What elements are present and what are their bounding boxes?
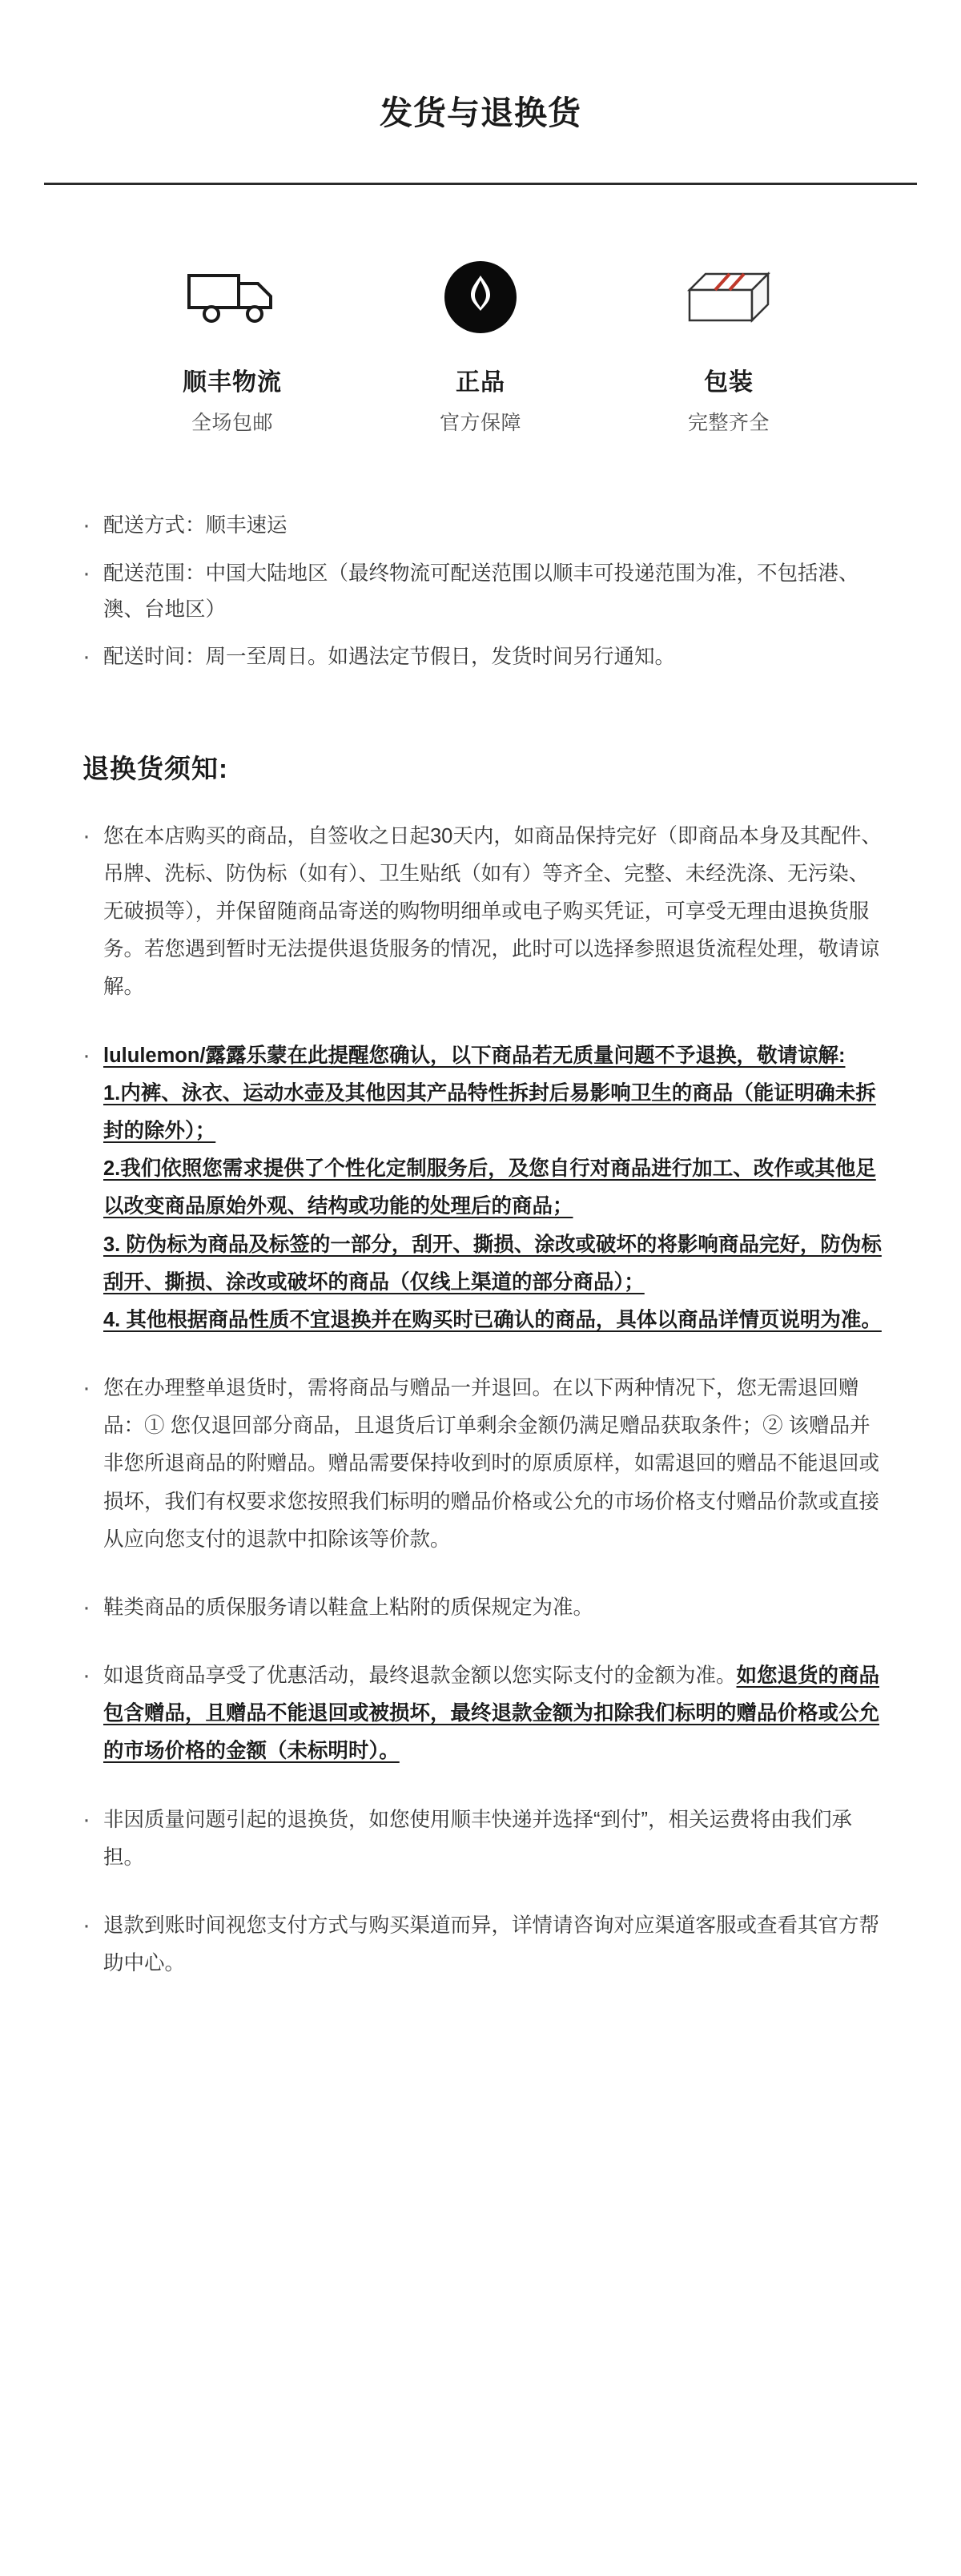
feature-authentic-name: 正品 <box>456 369 505 396</box>
mixed-emphasis: 如您退货的商品包含赠品，且赠品不能退回或被损坏，最终退款金额为扣除我们标明的赠品价格或公允的市场价格的金额（未标明时）。 <box>103 1664 880 1763</box>
feature-packaging-name: 包装 <box>704 369 754 396</box>
list-item: · 非因质量问题引起的退换货，如您使用顺丰快递并选择“到付”，相关运费将由我们承担。 <box>76 1801 885 1877</box>
feature-row <box>0 253 961 436</box>
feature-packaging <box>605 253 853 436</box>
emphasis-line-1-text: 1.内裤、泳衣、运动水壶及其他因其产品特性拆封后易影响卫生的商品（能证明确未拆封的除外）； <box>103 1081 876 1142</box>
truck-icon <box>108 253 356 341</box>
emphasis-line-4-text: 4. 其他根据商品性质不宜退换并在购买时已确认的商品，具体以商品详情页说明为准。 <box>103 1308 882 1331</box>
feature-authentic <box>356 253 605 436</box>
returns-heading: 退换货须知: <box>82 753 228 783</box>
list-item: · 鞋类商品的质保服务请以鞋盒上粘附的质保规定为准。 <box>76 1589 885 1627</box>
returns-block <box>76 818 885 1982</box>
list-item-emphasis <box>76 1037 885 1339</box>
title-divider <box>44 183 917 185</box>
feature-shipping-sub: 全场包邮 <box>191 412 273 435</box>
page-title: 发货与退换货 <box>380 95 581 131</box>
emphasis-intro: lululemon/露露乐蒙在此提醒您确认，以下商品若无质量问题不予退换，敬请谅解: <box>103 1044 846 1067</box>
emphasis-line-3 <box>103 1226 885 1302</box>
list-item: · 退款到账时间视您支付方式与购买渠道而异，详情请咨询对应渠道客服或查看其官方帮助中心。 <box>76 1907 885 1982</box>
shipping-info-block <box>76 508 885 676</box>
feature-shipping <box>108 253 356 436</box>
returns-list <box>76 818 885 1982</box>
feature-packaging-sub: 完整齐全 <box>687 412 770 435</box>
package-box-icon <box>605 253 853 341</box>
list-item: · 您在办理整单退货时，需将商品与赠品一并退回。在以下两种情况下，您无需退回赠品：① 您仅退回部分商品，且退货后订单剩余金额仍满足赠品获取条件；② 该赠品并非您所退商品的附赠品。赠品需要保持收到时的原质原样，如需退回的赠品不能退回或损坏，我们有权要求您按照我们标明的赠品价格或公允的市场价格支付赠品价款或直接从应向您支付的退款中扣除该等价款。 <box>76 1370 885 1559</box>
emphasis-line-2-text: 2.我们依照您需求提供了个性化定制服务后，及您自行对商品进行加工、改作或其他足以改变商品原始外观、结构或功能的处理后的商品； <box>103 1157 876 1218</box>
feature-authentic-sub: 官方保障 <box>439 412 521 435</box>
emphasis-line-2 <box>103 1150 885 1226</box>
list-item: · 配送方式：顺丰速运 <box>76 508 885 544</box>
emphasis-line-4 <box>103 1302 885 1339</box>
shipping-info-list <box>76 508 885 676</box>
feature-shipping-name: 顺丰物流 <box>183 369 282 396</box>
list-item: · 配送时间：周一至周日。如遇法定节假日，发货时间另行通知。 <box>76 639 885 675</box>
list-item-mixed <box>76 1657 885 1771</box>
list-item: · 您在本店购买的商品，自签收之日起30天内，如商品保持完好（即商品本身及其配件、吊牌、洗标、防伪标（如有）、卫生贴纸（如有）等齐全、完整、未经洗涤、无污染、无破损等），并保留随商品寄送的购物明细单或电子购买凭证，可享受无理由退换货服务。若您遇到暂时无法提供退货服务的情况，此时可以选择参照退货流程处理，敬请谅解。 <box>76 818 885 1007</box>
emphasis-line-1 <box>103 1075 885 1150</box>
mixed-prefix: 如退货商品享受了优惠活动，最终退款金额以您实际支付的金额为准。 <box>103 1664 737 1688</box>
emphasis-line-3-text: 3. 防伪标为商品及标签的一部分，刮开、撕损、涂改或破坏的将影响商品完好，防伪标刮开、撕损、涂改或破坏的商品（仅线上渠道的部分商品）； <box>103 1233 882 1294</box>
lululemon-logo-icon <box>356 253 605 341</box>
list-item: · 配送范围：中国大陆地区（最终物流可配送范围以顺丰可投递范围为准，不包括港、澳、台地区） <box>76 556 885 629</box>
